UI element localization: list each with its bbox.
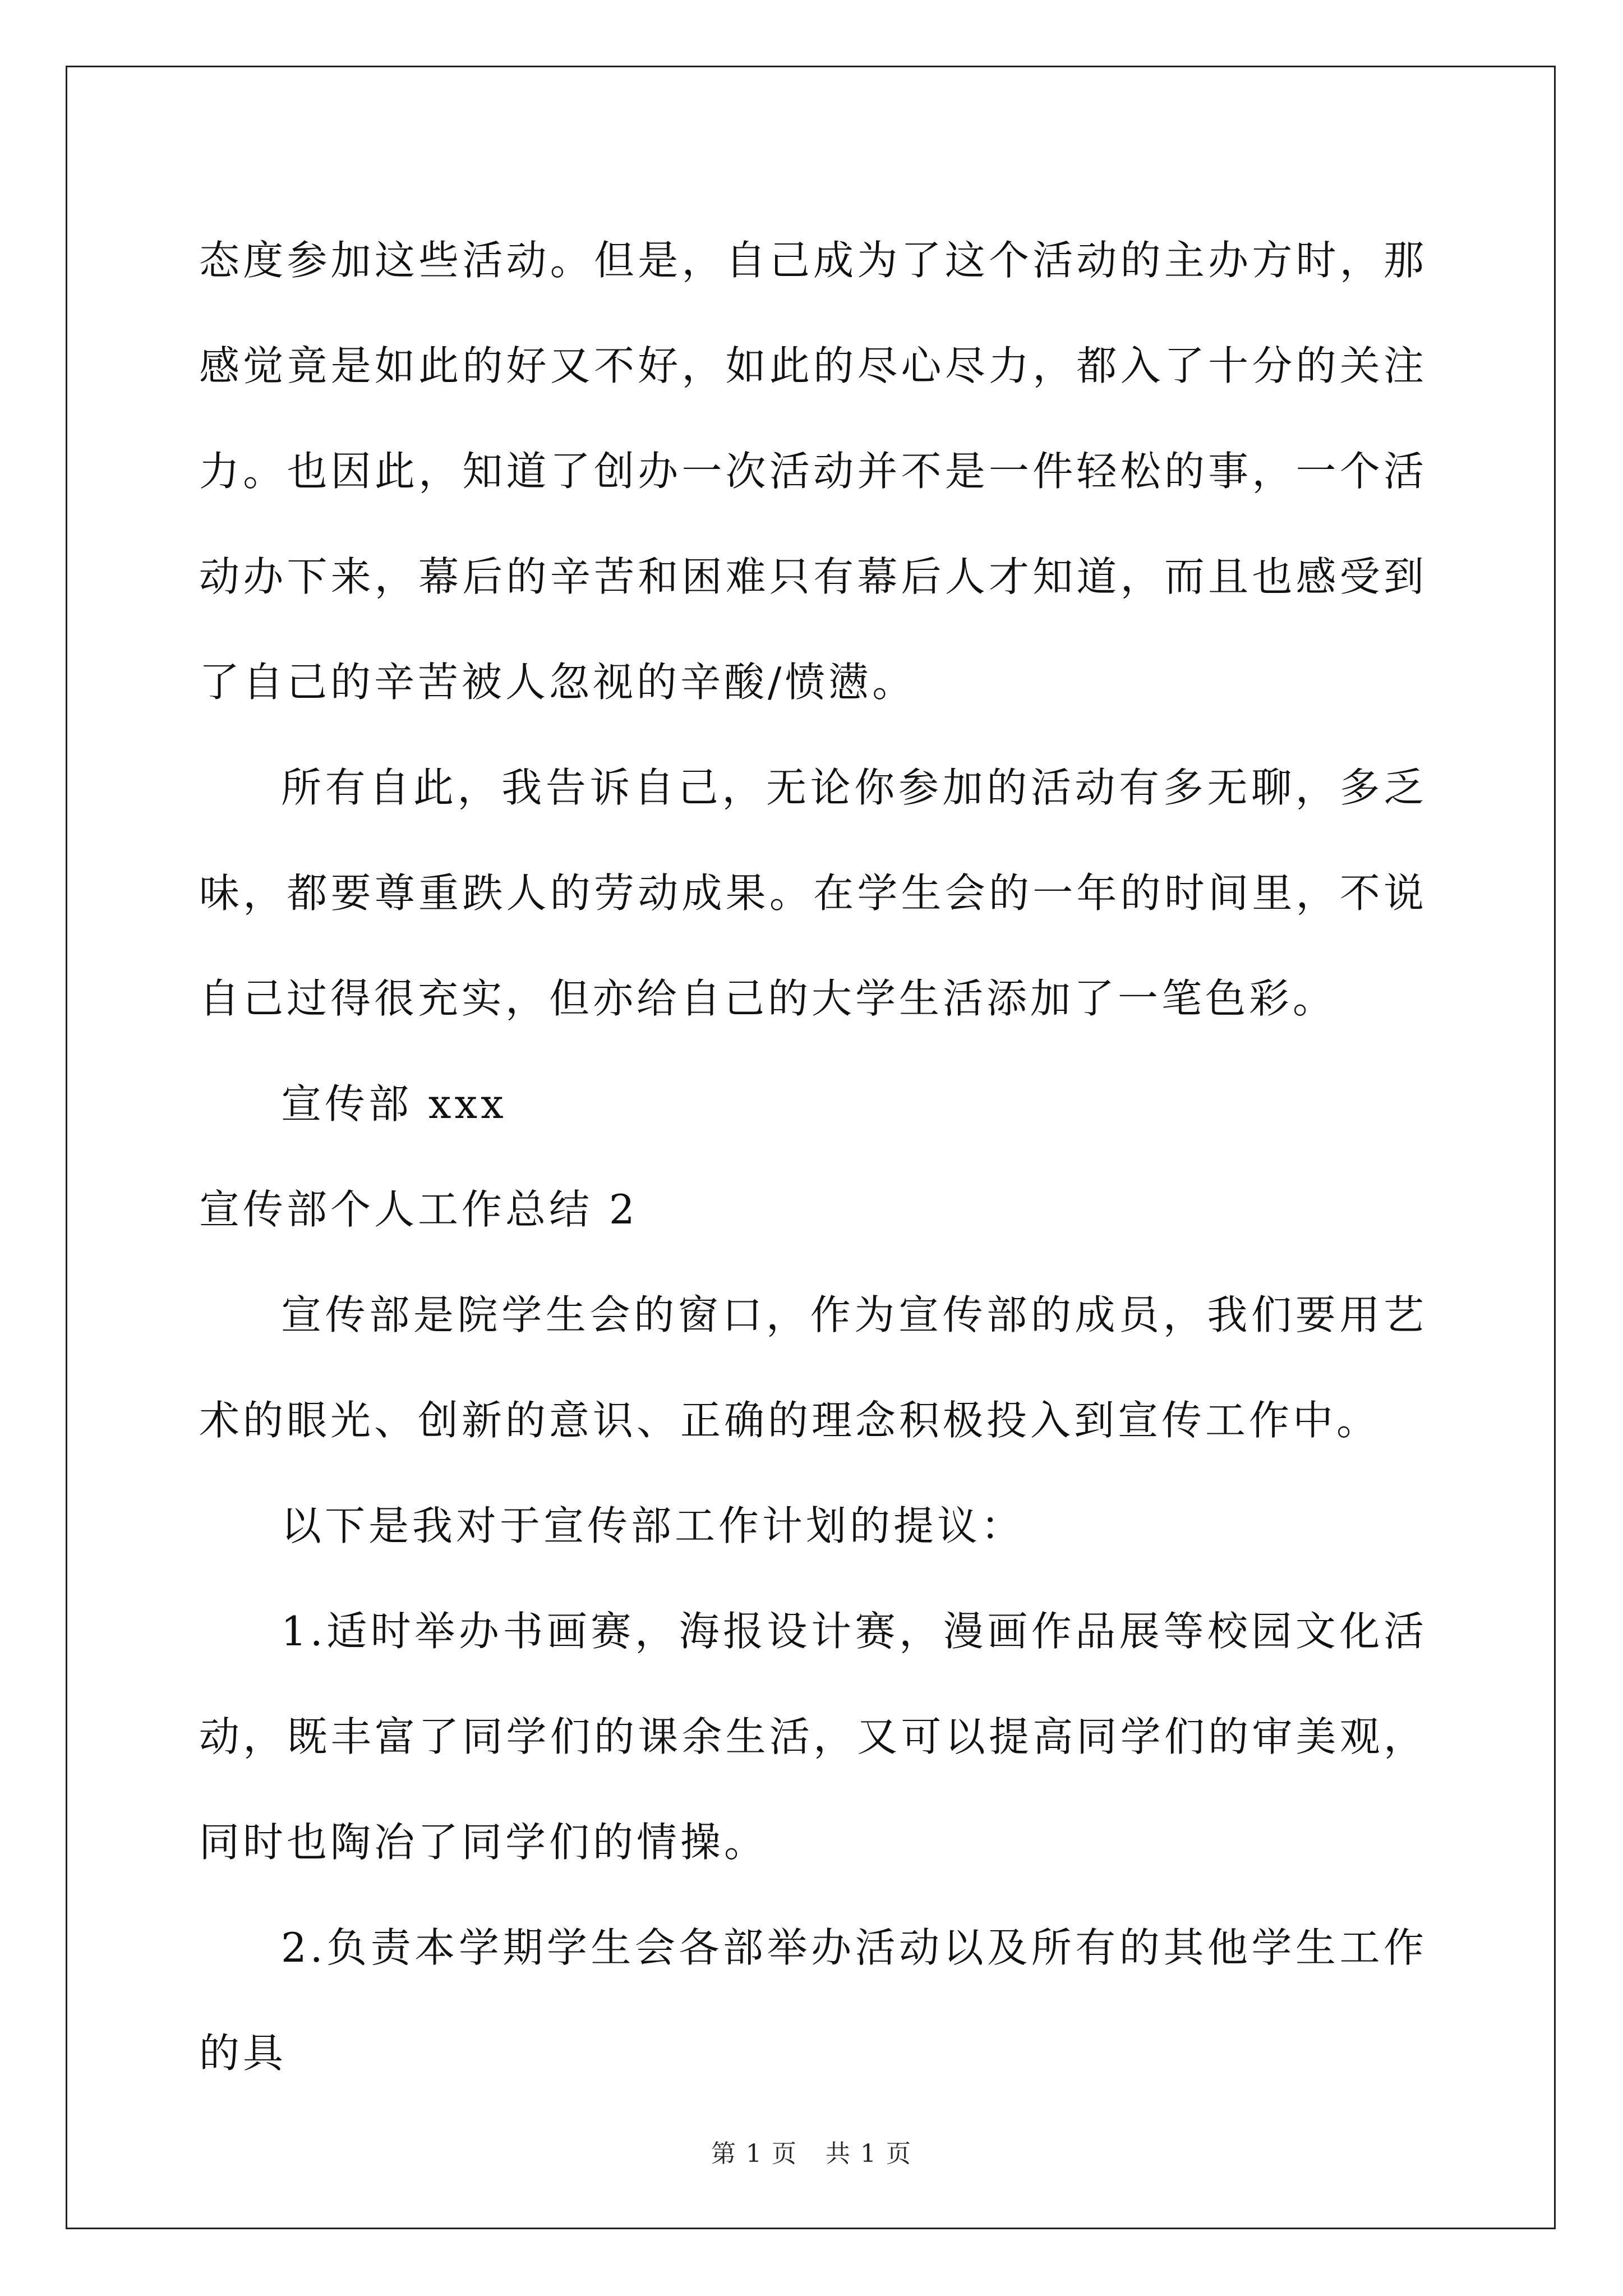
paragraph: 所有自此，我告诉自己，无论你参加的活动有多无聊，多乏味，都要尊重跌人的劳动成果。在学生会的一年的时间里，不说自己过得很充实，但亦给自己的大学生活添加了一笔色彩。 — [199, 764, 1427, 1022]
signature-line: 宣传部 xxx — [281, 1080, 507, 1128]
page-footer — [0, 2137, 1623, 2171]
section-heading: 宣传部个人工作总结 2 — [199, 1186, 638, 1233]
list-item: 2.负责本学期学生会各部举办活动以及所有的其他学生工作的具 — [199, 1924, 1427, 2077]
page-number-current: 第 1 页 — [711, 2139, 797, 2168]
list-item: 1.适时举办书画赛，海报设计赛，漫画作品展等校园文化活动，既丰富了同学们的课余生活，又可以提高同学们的审美观，同时也陶冶了同学们的情操。 — [199, 1608, 1427, 1866]
paragraph-continuation: 态度参加这些活动。但是，自己成为了这个活动的主办方时，那感觉竟是如此的好又不好，如此的尽心尽力，都入了十分的关注力。也因此，知道了创办一次活动并不是一件轻松的事，一个活动办下来，幕后的辛苦和困难只有幕后人才知道，而且也感受到了自己的辛苦被人忽视的辛酸/愤懑。 — [199, 237, 1427, 706]
paragraph: 以下是我对于宣传部工作计划的提议： — [281, 1502, 1025, 1549]
paragraph: 宣传部是院学生会的窗口，作为宣传部的成员，我们要用艺术的眼光、创新的意识、正确的理念积极投入到宣传工作中。 — [199, 1291, 1427, 1444]
document-body — [199, 208, 1427, 2106]
page-number-total: 共 1 页 — [826, 2139, 912, 2168]
